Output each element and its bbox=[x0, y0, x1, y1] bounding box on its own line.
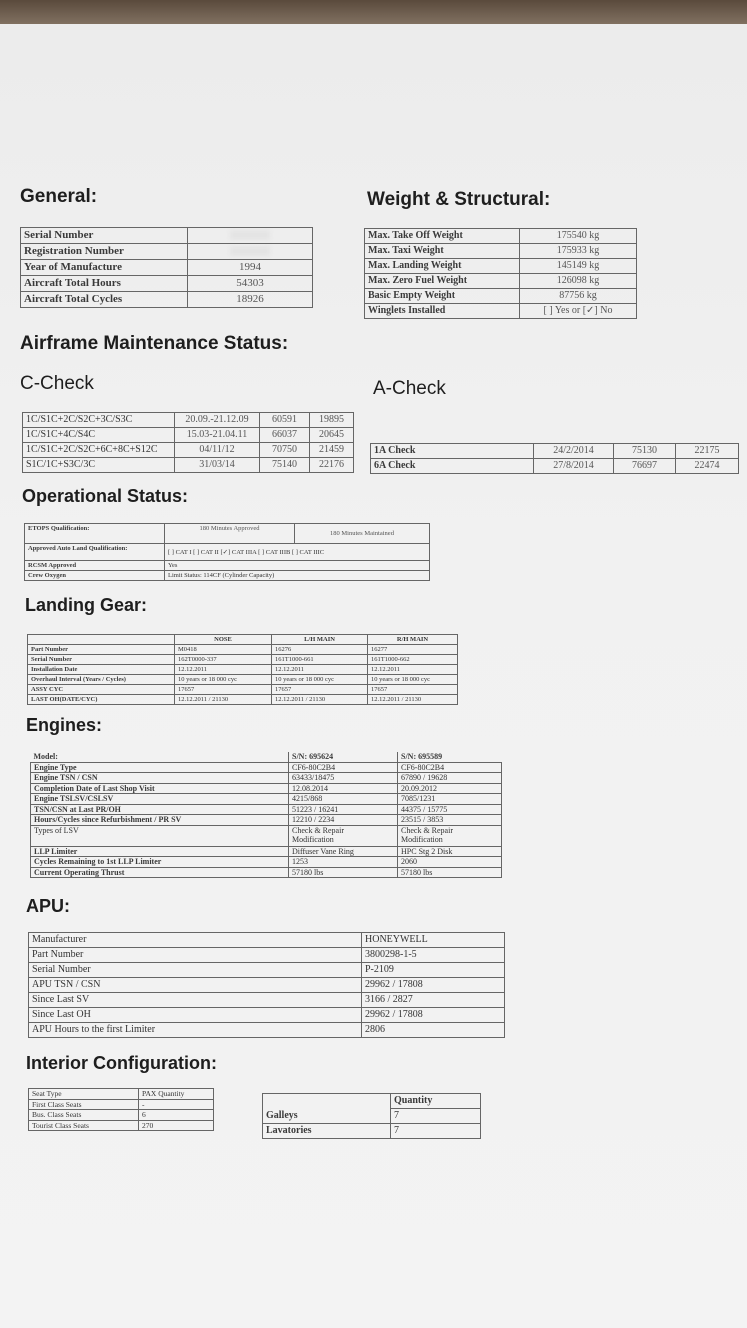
row-label: Installation Date bbox=[28, 665, 175, 675]
cell: 12.08.2014 bbox=[289, 783, 398, 794]
table-row bbox=[29, 978, 505, 993]
etops-label: ETOPS Qualification: bbox=[25, 524, 165, 544]
table-row bbox=[29, 1120, 214, 1131]
table-row bbox=[365, 289, 637, 304]
check-date: 27/8/2014 bbox=[534, 459, 614, 474]
table-row bbox=[365, 259, 637, 274]
galleys-table bbox=[262, 1093, 481, 1139]
table-row bbox=[29, 1023, 505, 1038]
cell: 7085/1231 bbox=[398, 794, 502, 805]
row-label: Engine Type bbox=[31, 762, 289, 773]
table-row bbox=[29, 1099, 214, 1110]
cell: M0418 bbox=[175, 645, 272, 655]
column-header-engine-2: S/N: 695589 bbox=[398, 752, 502, 762]
row-label: Hours/Cycles since Refurbishment / PR SV bbox=[31, 815, 289, 826]
row-label: Engine TSN / CSN bbox=[31, 773, 289, 784]
cell: 161T1000-661 bbox=[272, 655, 368, 665]
engines-heading: Engines: bbox=[26, 715, 103, 735]
interior-heading: Interior Configuration: bbox=[26, 1053, 217, 1073]
table-row bbox=[29, 933, 505, 948]
cell: Check & Repair Modification bbox=[289, 825, 398, 846]
table-row bbox=[31, 825, 502, 846]
weight-heading: Weight & Structural: bbox=[367, 189, 551, 210]
table-header-row bbox=[28, 635, 458, 645]
table-row bbox=[31, 846, 502, 857]
table-row bbox=[263, 1124, 481, 1139]
engines-table bbox=[30, 752, 502, 878]
general-heading: General: bbox=[20, 186, 98, 207]
table-row bbox=[29, 963, 505, 978]
seats-table bbox=[28, 1088, 214, 1131]
table-row bbox=[28, 675, 458, 685]
table-row bbox=[21, 292, 313, 308]
apu-table bbox=[28, 932, 505, 1038]
lavatories-value: 7 bbox=[391, 1124, 481, 1139]
table-row bbox=[25, 561, 430, 571]
empty-weight-value: 87756 kg bbox=[520, 289, 637, 304]
apu-since-oh-value: 29962 / 17808 bbox=[362, 1008, 505, 1023]
row-label: Overhaul Interval (Years / Cycles) bbox=[28, 675, 175, 685]
landing-gear-table bbox=[27, 634, 458, 705]
row-label: Part Number bbox=[28, 645, 175, 655]
column-header-pax-quantity: PAX Quantity bbox=[139, 1089, 214, 1100]
table-row bbox=[29, 993, 505, 1008]
table-row bbox=[263, 1109, 481, 1124]
row-label: Current Operating Thrust bbox=[31, 867, 289, 878]
check-name: 6A Check bbox=[371, 459, 534, 474]
cell: 12.12.2011 / 21130 bbox=[175, 695, 272, 705]
total-cycles-label: Aircraft Total Cycles bbox=[21, 292, 188, 308]
row-label: First Class Seats bbox=[29, 1099, 139, 1110]
table-row bbox=[365, 304, 637, 319]
year-label: Year of Manufacture bbox=[21, 260, 188, 276]
table-row bbox=[21, 276, 313, 292]
cell: 57180 lbs bbox=[398, 867, 502, 878]
galleys-label: Galleys bbox=[263, 1109, 391, 1124]
check-date: 04/11/12 bbox=[175, 443, 260, 458]
acheck-heading: A-Check bbox=[373, 378, 446, 399]
table-row bbox=[365, 244, 637, 259]
apu-part-number-label: Part Number bbox=[29, 948, 362, 963]
oxygen-value: Limit Status: 114CF (Cylinder Capacity) bbox=[165, 571, 430, 581]
row-label: Engine TSLSV/CSLSV bbox=[31, 794, 289, 805]
lavatories-label: Lavatories bbox=[263, 1124, 391, 1139]
table-row bbox=[28, 665, 458, 675]
check-hours: 75140 bbox=[260, 458, 310, 473]
table-row bbox=[28, 655, 458, 665]
table-row bbox=[23, 428, 354, 443]
check-date: 20.09.-21.12.09 bbox=[175, 413, 260, 428]
cell: 17657 bbox=[175, 685, 272, 695]
table-row bbox=[31, 762, 502, 773]
cell: Diffuser Vane Ring bbox=[289, 846, 398, 857]
row-label: LAST OH(DATE/CYC) bbox=[28, 695, 175, 705]
apu-manufacturer-value: HONEYWELL bbox=[362, 933, 505, 948]
winglets-value: [ ] Yes or [✓] No bbox=[520, 304, 637, 319]
check-cycles: 22176 bbox=[310, 458, 354, 473]
cell: 17657 bbox=[368, 685, 458, 695]
table-row bbox=[25, 544, 430, 561]
operational-table bbox=[24, 523, 430, 581]
column-header-model: Model: bbox=[31, 752, 289, 762]
ccheck-table bbox=[22, 412, 354, 473]
cell: 2060 bbox=[398, 857, 502, 868]
cell: 44375 / 15775 bbox=[398, 804, 502, 815]
table-row bbox=[23, 413, 354, 428]
cell: HPC Stg 2 Disk bbox=[398, 846, 502, 857]
cell: 12.12.2011 bbox=[272, 665, 368, 675]
cell: 12.12.2011 / 21130 bbox=[368, 695, 458, 705]
check-hours: 76697 bbox=[614, 459, 676, 474]
table-row bbox=[29, 948, 505, 963]
apu-manufacturer-label: Manufacturer bbox=[29, 933, 362, 948]
cell: 12.12.2011 / 21130 bbox=[272, 695, 368, 705]
airframe-heading: Airframe Maintenance Status: bbox=[20, 333, 289, 354]
cell: - bbox=[139, 1099, 214, 1110]
cell: 4215/868 bbox=[289, 794, 398, 805]
table-row bbox=[371, 459, 739, 474]
cell: CF6-80C2B4 bbox=[398, 762, 502, 773]
acheck-table bbox=[370, 443, 739, 474]
registration-number-value bbox=[188, 244, 313, 260]
cell: 12.12.2011 bbox=[368, 665, 458, 675]
mtow-value: 175540 kg bbox=[520, 229, 637, 244]
check-cycles: 20645 bbox=[310, 428, 354, 443]
table-row bbox=[365, 274, 637, 289]
column-header-engine-1: S/N: 695624 bbox=[289, 752, 398, 762]
row-label: Serial Number bbox=[28, 655, 175, 665]
taxi-weight-value: 175933 kg bbox=[520, 244, 637, 259]
apu-limiter-label: APU Hours to the first Limiter bbox=[29, 1023, 362, 1038]
check-date: 24/2/2014 bbox=[534, 444, 614, 459]
check-name: 1C/S1C+4C/S4C bbox=[23, 428, 175, 443]
table-row bbox=[31, 857, 502, 868]
apu-limiter-value: 2806 bbox=[362, 1023, 505, 1038]
check-hours: 60591 bbox=[260, 413, 310, 428]
cell: CF6-80C2B4 bbox=[289, 762, 398, 773]
table-row bbox=[365, 229, 637, 244]
cell: 12.12.2011 bbox=[175, 665, 272, 675]
redacted-value bbox=[230, 230, 270, 240]
galleys-value: 7 bbox=[391, 1109, 481, 1124]
table-row bbox=[21, 244, 313, 260]
winglets-label: Winglets Installed bbox=[365, 304, 520, 319]
serial-number-value bbox=[188, 228, 313, 244]
row-label: TSN/CSN at Last PR/OH bbox=[31, 804, 289, 815]
column-header bbox=[28, 635, 175, 645]
check-date: 31/03/14 bbox=[175, 458, 260, 473]
table-header-row bbox=[31, 752, 502, 762]
total-cycles-value: 18926 bbox=[188, 292, 313, 308]
apu-tsn-csn-label: APU TSN / CSN bbox=[29, 978, 362, 993]
table-row bbox=[31, 794, 502, 805]
check-cycles: 22474 bbox=[676, 459, 739, 474]
table-row bbox=[31, 867, 502, 878]
apu-since-sv-label: Since Last SV bbox=[29, 993, 362, 1008]
table-row bbox=[23, 458, 354, 473]
check-hours: 70750 bbox=[260, 443, 310, 458]
check-cycles: 21459 bbox=[310, 443, 354, 458]
cell: 161T1000-662 bbox=[368, 655, 458, 665]
table-row bbox=[28, 645, 458, 655]
weight-table bbox=[364, 228, 637, 319]
row-label: ASSY CYC bbox=[28, 685, 175, 695]
table-row bbox=[31, 815, 502, 826]
table-row bbox=[21, 228, 313, 244]
check-name: 1C/S1C+2C/S2C+3C/S3C bbox=[23, 413, 175, 428]
rcsm-label: RCSM Approved bbox=[25, 561, 165, 571]
cell: 162T0000-337 bbox=[175, 655, 272, 665]
row-label: LLP Limiter bbox=[31, 846, 289, 857]
table-row bbox=[31, 773, 502, 784]
empty-header-cell bbox=[263, 1094, 391, 1109]
cell: 16277 bbox=[368, 645, 458, 655]
cell: 6 bbox=[139, 1110, 214, 1121]
cell: 20.09.2012 bbox=[398, 783, 502, 794]
zero-fuel-weight-value: 126098 kg bbox=[520, 274, 637, 289]
apu-tsn-csn-value: 29962 / 17808 bbox=[362, 978, 505, 993]
cell: 16276 bbox=[272, 645, 368, 655]
cell: 10 years or 18 000 cyc bbox=[272, 675, 368, 685]
cell: 1253 bbox=[289, 857, 398, 868]
cell: 57180 lbs bbox=[289, 867, 398, 878]
registration-number-label: Registration Number bbox=[21, 244, 188, 260]
table-row bbox=[21, 260, 313, 276]
cell: 10 years or 18 000 cyc bbox=[175, 675, 272, 685]
apu-part-number-value: 3800298-1-5 bbox=[362, 948, 505, 963]
column-header-nose: NOSE bbox=[175, 635, 272, 645]
landing-heading: Landing Gear: bbox=[25, 595, 148, 615]
cell: 270 bbox=[139, 1120, 214, 1131]
apu-serial-number-label: Serial Number bbox=[29, 963, 362, 978]
table-row bbox=[31, 783, 502, 794]
empty-weight-label: Basic Empty Weight bbox=[365, 289, 520, 304]
check-cycles: 19895 bbox=[310, 413, 354, 428]
general-table bbox=[20, 227, 313, 308]
column-header-rh-main: R/H MAIN bbox=[368, 635, 458, 645]
apu-serial-number-value: P-2109 bbox=[362, 963, 505, 978]
check-name: S1C/1C+S3C/3C bbox=[23, 458, 175, 473]
cell: 67890 / 19628 bbox=[398, 773, 502, 784]
cell: 12210 / 2234 bbox=[289, 815, 398, 826]
operational-heading: Operational Status: bbox=[22, 486, 189, 506]
mtow-label: Max. Take Off Weight bbox=[365, 229, 520, 244]
total-hours-value: 54303 bbox=[188, 276, 313, 292]
cell: 17657 bbox=[272, 685, 368, 695]
landing-weight-value: 145149 kg bbox=[520, 259, 637, 274]
autoland-label: Approved Auto Land Qualification: bbox=[25, 544, 165, 561]
taxi-weight-label: Max. Taxi Weight bbox=[365, 244, 520, 259]
total-hours-label: Aircraft Total Hours bbox=[21, 276, 188, 292]
check-cycles: 22175 bbox=[676, 444, 739, 459]
table-row bbox=[31, 804, 502, 815]
apu-since-oh-label: Since Last OH bbox=[29, 1008, 362, 1023]
table-header-row bbox=[29, 1089, 214, 1100]
table-row bbox=[25, 571, 430, 581]
cell: 23515 / 3853 bbox=[398, 815, 502, 826]
cell: 63433/18475 bbox=[289, 773, 398, 784]
table-row bbox=[23, 443, 354, 458]
apu-heading: APU: bbox=[26, 896, 70, 916]
serial-number-label: Serial Number bbox=[21, 228, 188, 244]
oxygen-label: Crew Oxygen bbox=[25, 571, 165, 581]
column-header-lh-main: L/H MAIN bbox=[272, 635, 368, 645]
redacted-value bbox=[230, 246, 270, 256]
etops-approved: 180 Minutes Approved bbox=[165, 524, 295, 544]
table-row bbox=[28, 695, 458, 705]
etops-maintained: 180 Minutes Maintained bbox=[295, 524, 430, 544]
table-row bbox=[371, 444, 739, 459]
ccheck-heading: C-Check bbox=[20, 373, 94, 394]
column-header-quantity: Quantity bbox=[391, 1094, 481, 1109]
check-date: 15.03-21.04.11 bbox=[175, 428, 260, 443]
cell: 51223 / 16241 bbox=[289, 804, 398, 815]
check-name: 1C/S1C+2C/S2C+6C+8C+S12C bbox=[23, 443, 175, 458]
row-label: Tourist Class Seats bbox=[29, 1120, 139, 1131]
row-label: Bus. Class Seats bbox=[29, 1110, 139, 1121]
autoland-options: [ ] CAT I [ ] CAT II [✓] CAT IIIA [ ] CAT IIIB [ ] CAT IIIC bbox=[165, 544, 430, 561]
zero-fuel-weight-label: Max. Zero Fuel Weight bbox=[365, 274, 520, 289]
check-hours: 66037 bbox=[260, 428, 310, 443]
table-row bbox=[29, 1110, 214, 1121]
table-row bbox=[25, 524, 430, 544]
check-name: 1A Check bbox=[371, 444, 534, 459]
cell: Check & Repair Modification bbox=[398, 825, 502, 846]
column-header-seat-type: Seat Type bbox=[29, 1089, 139, 1100]
cell: 10 years or 18 000 cyc bbox=[368, 675, 458, 685]
row-label: Types of LSV bbox=[31, 825, 289, 846]
table-row bbox=[28, 685, 458, 695]
row-label: Cycles Remaining to 1st LLP Limiter bbox=[31, 857, 289, 868]
apu-since-sv-value: 3166 / 2827 bbox=[362, 993, 505, 1008]
rcsm-value: Yes bbox=[165, 561, 430, 571]
table-row bbox=[29, 1008, 505, 1023]
row-label: Completion Date of Last Shop Visit bbox=[31, 783, 289, 794]
check-hours: 75130 bbox=[614, 444, 676, 459]
year-value: 1994 bbox=[188, 260, 313, 276]
landing-weight-label: Max. Landing Weight bbox=[365, 259, 520, 274]
table-header-row bbox=[263, 1094, 481, 1109]
